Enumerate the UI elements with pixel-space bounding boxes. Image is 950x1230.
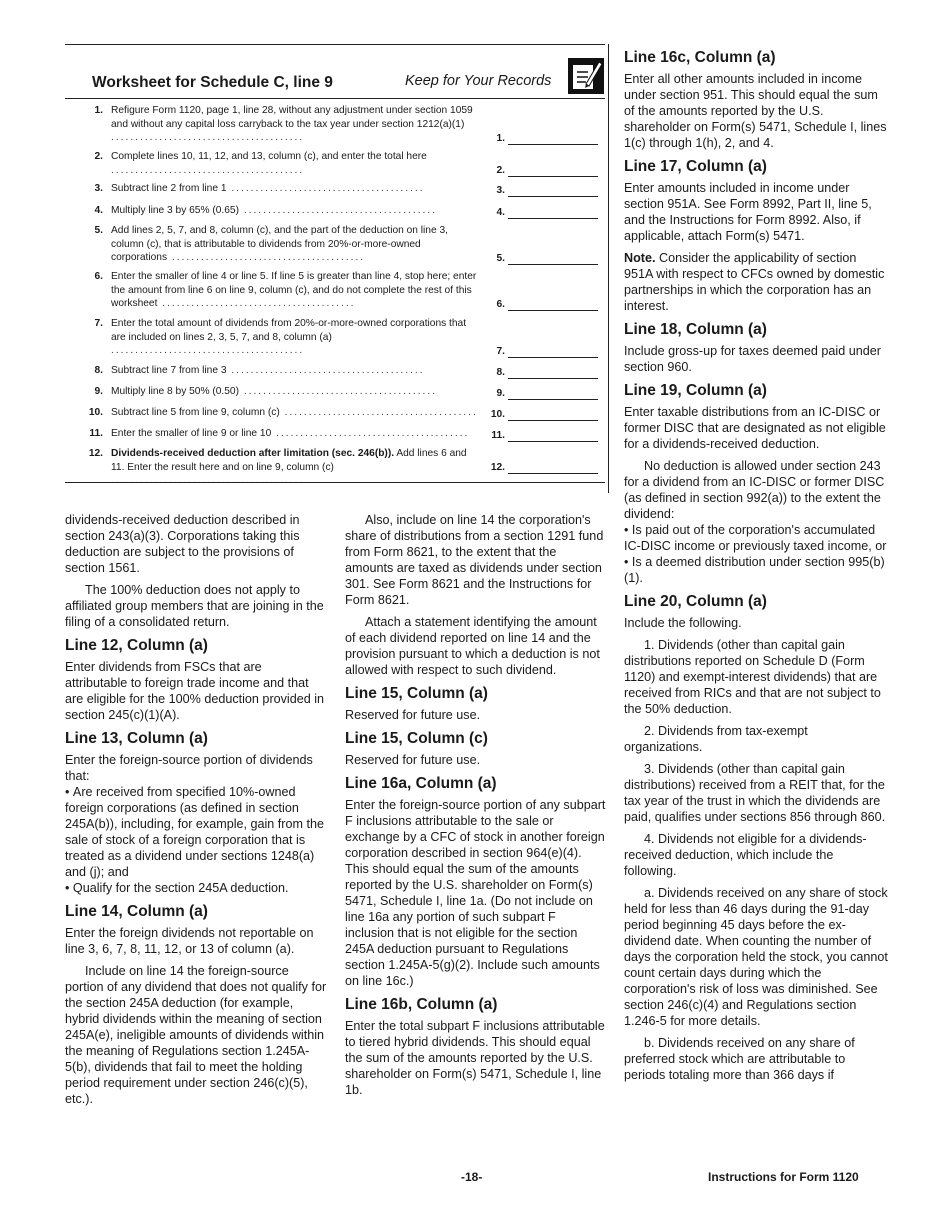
footer-title: Instructions for Form 1120: [708, 1170, 859, 1184]
leader-dots: ........................................: [111, 164, 305, 176]
worksheet-line: 9. Multiply line 8 by 50% (0.50) ........................................ 9.: [65, 385, 605, 401]
worksheet-line: 11. Enter the smaller of line 9 or line 10 ........................................ 11.: [65, 427, 605, 443]
line-20-heading: Line 20, Column (a): [624, 593, 767, 610]
line-1-amount-field[interactable]: [508, 132, 598, 145]
line-18-heading: Line 18, Column (a): [624, 321, 767, 338]
worksheet-keep-note: Keep for Your Records: [405, 73, 552, 89]
line-14-heading: Line 14, Column (a): [65, 903, 208, 920]
leader-dots: ........................................: [111, 475, 305, 487]
leader-dots: ........................................: [226, 365, 425, 376]
line-12-amount-field[interactable]: [508, 461, 598, 474]
line-6-amount-field[interactable]: [508, 298, 598, 311]
leader-dots: ........................................: [157, 298, 356, 310]
worksheet-line: 5. Add lines 2, 5, 7, and 8, column (c), and the part of the deduction on line 3, column (c), that is attributable to dividends from 20%-or-more-owned corporations ........................................ 5.: [65, 224, 605, 266]
leader-dots: ........................................: [238, 205, 438, 216]
text-column-1: dividends-received deduction described in section 243(a)(3). Corporations taking this deduction are subject to the provisions of section 1561. The 100% deduction does not apply to affiliated group members that are joining in the filing of a consolidated return. Line 12, Column (a) Enter dividends from FSCs that are attributable to foreign trade income and that are eligible for the 100% deduction provided in section 245(c)(1)(A). Line 13, Column (a) Enter the foreign-source portion of dividends that: • Are received from specified 10%-owned foreign corporations (as defined in section 245A(b)), including, for example, gain from the sale of stock of a foreign corporation that is treated as a dividend under sections 1248(a) and (j); and • Qualify for the section 245A deduction. Line 14, Column (a) Enter the foreign dividends not reportable on line 3, 6, 7, 8, 11, 12, or 13 of column (a). Include on line 14 the foreign-source portion of any dividend that does not qualify for the section 245A deduction (for example, hybrid dividends within the meaning of section 245A(e), ineligible amounts of dividends within the meaning of Regulations section 1.245A-5(b), dividends that fail to meet the holding period requirement under section 246(c)(5), etc.).: [65, 513, 327, 1106]
line-4-amount-field[interactable]: [508, 206, 598, 219]
worksheet-line: 6. Enter the smaller of line 4 or line 5. If line 5 is greater than line 4, stop here; enter the amount from line 6 on line 9, column (c), and do not complete the rest of this worksheet ........................................ 6.: [65, 270, 605, 312]
worksheet-right-rule: [608, 44, 609, 493]
worksheet-line: 3. Subtract line 2 from line 1 ........................................ 3.: [65, 182, 605, 198]
line-2-amount-field[interactable]: [508, 164, 598, 177]
bullet-icon: •: [65, 881, 70, 895]
bullet-icon: •: [65, 785, 70, 799]
line-3-amount-field[interactable]: [508, 184, 598, 197]
pen-paper-icon: [568, 58, 604, 94]
line-17-heading: Line 17, Column (a): [624, 158, 767, 175]
page-number: -18-: [461, 1170, 483, 1184]
note-label: Note.: [624, 251, 656, 265]
line-11-amount-field[interactable]: [508, 429, 598, 442]
worksheet-line: 7. Enter the total amount of dividends from 20%-or-more-owned corporations that are included on lines 2, 3, 5, 7, and 8, column (a) ........................................ 7.: [65, 317, 605, 359]
worksheet-line: 8. Subtract line 7 from line 3 ........................................ 8.: [65, 364, 605, 380]
line-16c-heading: Line 16c, Column (a): [624, 49, 776, 66]
worksheet-header: [65, 58, 605, 99]
leader-dots: ........................................: [111, 345, 305, 357]
line-15a-heading: Line 15, Column (a): [345, 685, 488, 702]
line-9-amount-field[interactable]: [508, 387, 598, 400]
leader-dots: ........................................: [279, 407, 478, 418]
bullet-icon: •: [624, 555, 629, 569]
bullet-icon: •: [624, 523, 629, 537]
line-16b-heading: Line 16b, Column (a): [345, 996, 498, 1013]
line-8-amount-field[interactable]: [508, 366, 598, 379]
leader-dots: ........................................: [271, 428, 470, 439]
line-7-amount-field[interactable]: [508, 345, 598, 358]
worksheet-line: 2. Complete lines 10, 11, 12, and 13, column (c), and enter the total here ........................................ 2.: [65, 150, 605, 178]
worksheet-line: 12. Dividends-received deduction after limitation (sec. 246(b)). Add lines 6 and 11. Enter the result here and on line 9, column (c) ........................................ 12.: [65, 447, 605, 477]
text-column-2: Also, include on line 14 the corporation's share of distributions from a section 1291 fund from Form 8621, to the extent that the amounts are taxed as dividends under section 301. See Form 8621 and the Instructions for Form 8621. Attach a statement identifying the amount of each dividend reported on line 14 and the provision pursuant to which a deduction is not allowed with respect to such dividend. Line 15, Column (a) Reserved for future use. Line 15, Column (c) Reserved for future use. Line 16a, Column (a) Enter the foreign-source portion of any subpart F inclusions attributable to the sale or exchange by a CFC of stock in another foreign corporation described in section 964(e)(4). This should equal the sum of the amounts reported by the U.S. shareholder on Form(s) 5471, Schedule I, line 1a. (Do not include on line 16a any portion of such subpart F inclusion that is not eligible for the section 245A deduction pursuant to Regulations section 1.245A-5(g)(2). Include such amounts on line 16c.) Line 16b, Column (a) Enter the total subpart F inclusions attributable to tiered hybrid dividends. This should equal the sum of the amounts reported by the U.S. shareholder on Form(s) 5471, Schedule I, line 1b.: [345, 513, 606, 1097]
leader-dots: ........................................: [111, 132, 305, 144]
leader-dots: ........................................: [167, 252, 366, 264]
worksheet-line: 4. Multiply line 3 by 65% (0.65) ........................................ 4.: [65, 204, 605, 220]
line-12-heading: Line 12, Column (a): [65, 637, 208, 654]
line-19-heading: Line 19, Column (a): [624, 382, 767, 399]
leader-dots: ........................................: [238, 386, 438, 397]
line-15c-heading: Line 15, Column (c): [345, 730, 488, 747]
leader-dots: ........................................: [226, 183, 425, 194]
worksheet-line: 1. Refigure Form 1120, page 1, line 28, without any adjustment under section 1059 and without any capital loss carryback to the tax year under section 1212(a)(1) ........................................ 1.: [65, 104, 605, 146]
line-13-heading: Line 13, Column (a): [65, 730, 208, 747]
worksheet-bottom-rule: [65, 482, 605, 483]
text-column-3: Line 16c, Column (a) Enter all other amounts included in income under section 951. This should equal the sum of the amounts reported by the U.S. shareholder on Form(s) 5471, Schedule I, lines 1(c) through 1(h), 2, and 4. Line 17, Column (a) Enter amounts included in income under section 951A. See Form 8992, Part II, line 5, and the Instructions for Form 8992. Also, if applicable, attach Form(s) 5471. Note. Consider the applicability of section 951A with respect to CFCs owned by domestic partnerships in which the corporation has an interest. Line 18, Column (a) Include gross-up for taxes deemed paid under section 960. Line 19, Column (a) Enter taxable distributions from an IC-DISC or former DISC that are designated as not eligible for a dividends-received deduction. No deduction is allowed under section 243 for a dividend from an IC-DISC or former DISC (as defined in section 992(a)) to the extent the dividend: • Is paid out of the corporation's accumulated IC-DISC income or previously taxed income, or • Is a deemed distribution under section 995(b)(1). Line 20, Column (a) Include the following. 1. Dividends (other than capital gain distributions reported on Schedule D (Form 1120) and exempt-interest dividends) that are received from RICs and that are not subject to the 50% deduction. 2. Dividends from tax-exempt organizations. 3. Dividends (other than capital gain distributions) received from a REIT that, for the tax year of the trust in which the dividends are paid, qualifies under sections 856 through 860. 4. Dividends not eligible for a dividends-received deduction, which include the following. a. Dividends received on any share of stock held for less than 46 days during the 91-day period beginning 45 days before the ex-dividend date. When counting the number of days the corporation held the stock, you cannot count certain days during which the corporation's risk of loss was diminished. See section 246(c)(4) and Regulations section 1.246-5 for more details. b. Dividends received on any share of preferred stock which are attributable to periods totaling more than 366 days if: [624, 49, 888, 1082]
line-16a-heading: Line 16a, Column (a): [345, 775, 497, 792]
worksheet-line: 10. Subtract line 5 from line 9, column (c) ........................................ 10.: [65, 406, 605, 422]
worksheet-top-rule: [65, 44, 605, 45]
line-10-amount-field[interactable]: [508, 408, 598, 421]
line-5-amount-field[interactable]: [508, 252, 598, 265]
worksheet-title: Worksheet for Schedule C, line 9: [92, 74, 333, 91]
